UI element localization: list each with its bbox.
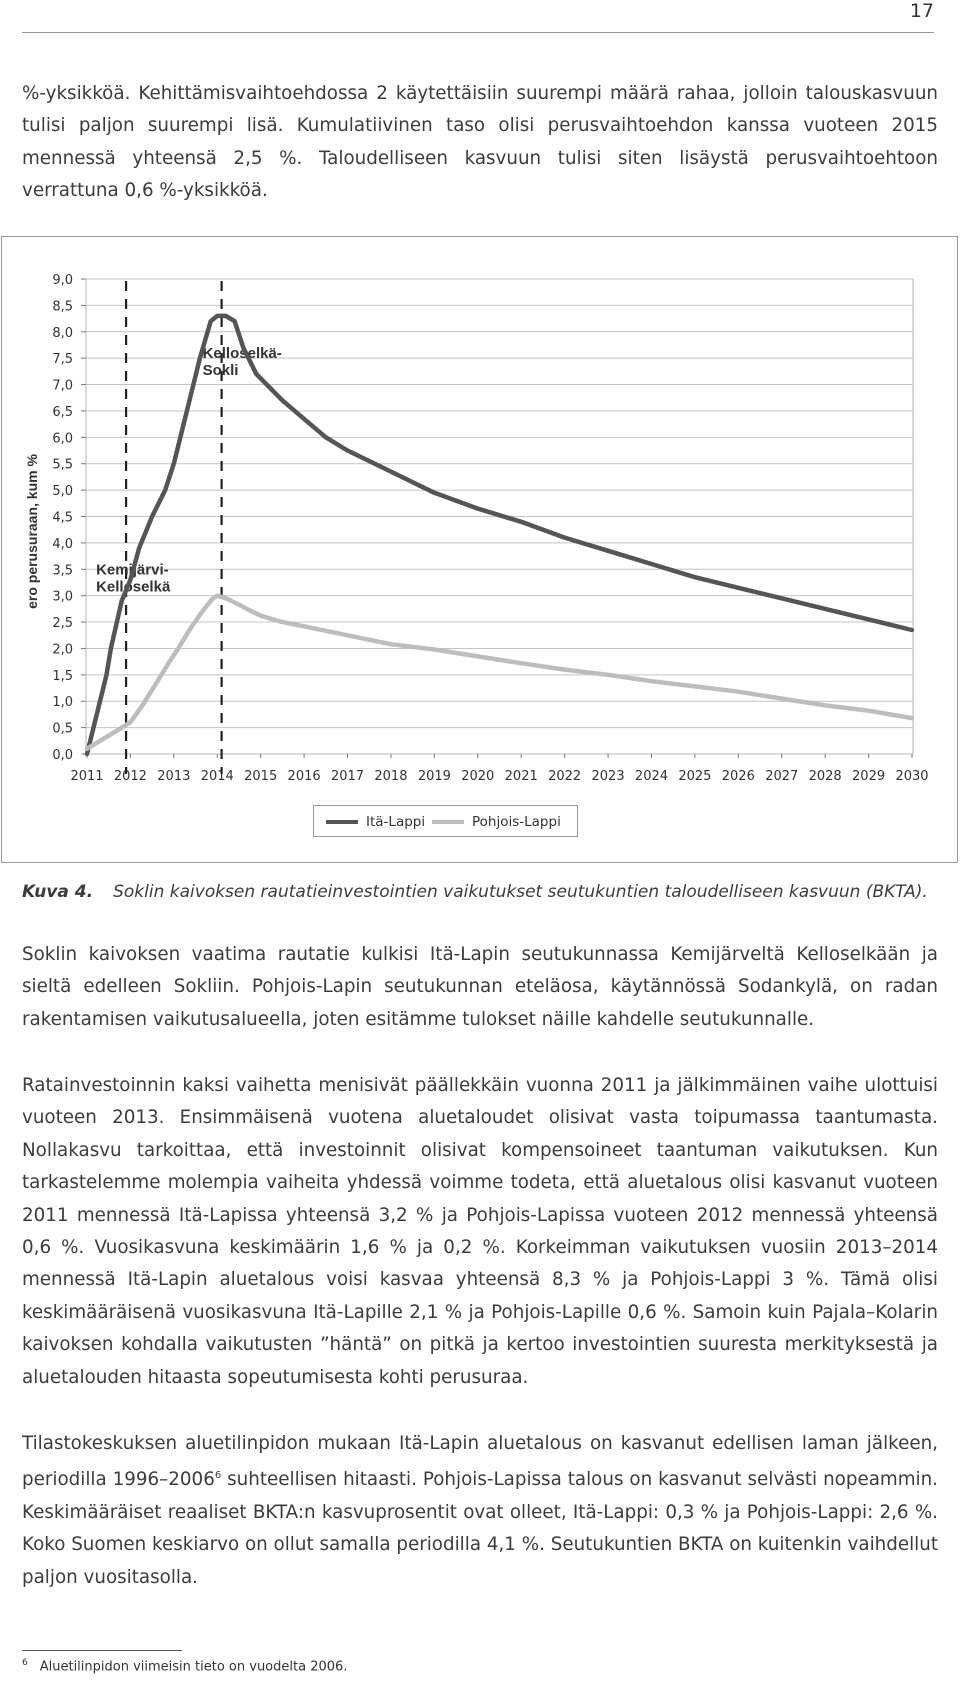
figure-caption bbox=[22, 882, 938, 902]
line-chart bbox=[2, 237, 957, 862]
x-tick-label: 2021 bbox=[504, 769, 538, 784]
y-axis-label: ero perusuraan, kum % bbox=[24, 454, 40, 609]
y-tick-label: 7,0 bbox=[52, 378, 73, 394]
x-tick-label: 2025 bbox=[678, 769, 712, 784]
y-tick-label: 4,0 bbox=[52, 536, 73, 552]
x-tick-label: 2019 bbox=[417, 769, 451, 784]
figure-frame bbox=[1, 236, 958, 863]
series-line-pohjois-lappi bbox=[87, 596, 912, 749]
x-tick-label: 2026 bbox=[721, 769, 755, 784]
legend-item-pohjois-lappi bbox=[432, 814, 561, 830]
y-tick-label: 1,0 bbox=[52, 695, 73, 711]
y-tick-label: 9,0 bbox=[52, 273, 73, 288]
y-tick-label: 1,5 bbox=[52, 668, 73, 684]
caption-text: Soklin kaivoksen rautatieinvestointien vaikutukset seutukuntien taloudelliseen kasvuun (BKTA). bbox=[113, 882, 928, 902]
y-tick-label: 3,5 bbox=[52, 563, 73, 579]
paragraph-phases: Ratainvestoinnin kaksi vaihetta menisivät päällekkäin vuonna 2011 ja jälkimmäinen vaihe ulottuisi vuoteen 2013. Ensimmäisenä vuotena aluetaloudet olisivat vasta toipumassa taantumasta. Nollakasvu tarkoittaa, että investoinnit olisivat kompensoineet taantuman vaikutuksen. Kun tarkastelemme molempia vaiheita yhdessä voimme todeta, että aluetalous olisi kasvanut vuoteen 2011 mennessä Itä-Lapissa yhteensä 3,2 % ja Pohjois-Lapissa vuoteen 2012 mennessä yhteensä 0,6 %. Vuosikasvuna keskimäärin 1,6 % ja 0,2 %. Korkeimman vaikutuksen vuosiin 2013–2014 mennessä Itä-Lapin aluetalous voisi kasvaa yhteensä 8,3 % ja Pohjois-Lappi 3 %. Tämä olisi keskimääräisenä vuosikasvuna Itä-Lapille 2,1 % ja Pohjois-Lapille 0,6 %. Samoin kuin Pajala–Kolarin kaivoksen kohdalla vaikutusten ”häntä” on pitkä ja kertoo investointien suuresta merkityksestä ja aluetalouden hitaasta sopeutumisesta kohti perusuraa. bbox=[22, 1075, 938, 1388]
legend-label-pohjois-lappi: Pohjois-Lappi bbox=[472, 814, 561, 830]
x-tick-label: 2014 bbox=[200, 769, 234, 784]
x-tick-label: 2016 bbox=[287, 769, 321, 784]
x-tick-label: 2029 bbox=[852, 769, 886, 784]
chart-legend bbox=[313, 805, 578, 837]
series-line-ita-lappi bbox=[87, 316, 912, 754]
x-tick-label: 2020 bbox=[461, 769, 495, 784]
phase-label: Kelloselkä bbox=[96, 578, 171, 596]
phase-label: Kelloselkä- bbox=[202, 345, 282, 363]
footnote bbox=[22, 1658, 347, 1674]
y-tick-label: 6,0 bbox=[52, 431, 73, 447]
y-tick-label: 0,0 bbox=[52, 748, 73, 763]
x-tick-label: 2023 bbox=[591, 769, 625, 784]
paragraph-intro: %-yksikköä. Kehittämisvaihtoehdossa 2 käytettäisiin suurempi määrä rahaa, jolloin talouskasvuun tulisi paljon suurempi lisä. Kumulatiivinen taso olisi perusvaihtoehdon kanssa vuoteen 2015 mennessä yhteensä 2,5 %. Taloudelliseen kasvuun tulisi siten lisäystä perusvaihtoehtoon verrattuna 0,6 %-yksikköä. bbox=[22, 83, 938, 202]
y-tick-label: 0,5 bbox=[52, 721, 73, 737]
y-tick-label: 5,0 bbox=[52, 484, 73, 500]
header-rule bbox=[22, 32, 934, 33]
y-tick-label: 8,5 bbox=[52, 299, 73, 315]
paragraph-statistics bbox=[22, 1428, 938, 1594]
x-tick-label: 2024 bbox=[634, 769, 669, 784]
y-tick-label: 2,5 bbox=[52, 616, 73, 632]
y-tick-label: 6,5 bbox=[52, 404, 73, 420]
footnote-number: 6 bbox=[22, 1658, 28, 1668]
footnote-reference[interactable]: 6 bbox=[214, 1470, 222, 1482]
y-tick-label: 4,5 bbox=[52, 510, 73, 526]
footnote-rule bbox=[22, 1650, 182, 1651]
x-tick-label: 2011 bbox=[70, 769, 104, 784]
x-tick-label: 2030 bbox=[895, 769, 929, 784]
y-tick-label: 2,0 bbox=[52, 642, 73, 658]
x-tick-label: 2028 bbox=[808, 769, 842, 784]
legend-label-ita-lappi: Itä-Lappi bbox=[366, 814, 426, 830]
caption-label: Kuva 4. bbox=[22, 882, 94, 902]
paragraph-railway: Soklin kaivoksen vaatima rautatie kulkisi Itä-Lapin seutukunnassa Kemijärveltä Kelloselkään ja sieltä edelleen Sokliin. Pohjois-Lapin seutukunnan eteläosa, käytännössä Sodankylä, on radan rakentamisen vaikutusalueella, joten esitämme tulokset näille kahdelle seutukunnalle. bbox=[22, 944, 938, 1030]
footnote-text: Aluetilinpidon viimeisin tieto on vuodelta 2006. bbox=[39, 1659, 348, 1675]
x-tick-label: 2013 bbox=[157, 769, 191, 784]
x-tick-label: 2017 bbox=[330, 769, 365, 784]
y-tick-label: 8,0 bbox=[52, 325, 73, 341]
x-tick-label: 2027 bbox=[765, 769, 799, 784]
phase-label: Kemijärvi- bbox=[96, 561, 169, 579]
y-tick-label: 3,0 bbox=[52, 589, 73, 605]
paragraph-statistics-part1: Tilastokeskuksen aluetilinpidon mukaan Itä-Lapin aluetalous on kasvanut edellisen laman jälkeen, periodilla 1996–2006 bbox=[22, 1433, 938, 1491]
legend-swatch-ita-lappi bbox=[326, 820, 358, 824]
x-tick-label: 2015 bbox=[244, 769, 278, 784]
x-tick-label: 2022 bbox=[548, 769, 582, 784]
y-tick-label: 5,5 bbox=[52, 457, 73, 473]
legend-item-ita-lappi bbox=[326, 814, 425, 830]
paragraph-statistics-part2: suhteellisen hitaasti. Pohjois-Lapissa talous on kasvanut selvästi nopeammin. Keskimääräiset reaaliset BKTA:n kasvuprosentit ovat olleet, Itä-Lappi: 0,3 % ja Pohjois-Lappi: 2,6 %. Koko Suomen keskiarvo on ollut samalla periodilla 4,1 %. Seutukuntien BKTA on kuitenkin vaihdellut paljon vuositasolla. bbox=[22, 1469, 938, 1588]
x-tick-label: 2012 bbox=[113, 769, 147, 784]
phase-label: Sokli bbox=[202, 362, 239, 380]
page-number: 17 bbox=[909, 0, 934, 22]
x-tick-label: 2018 bbox=[374, 769, 408, 784]
y-tick-label: 7,5 bbox=[52, 352, 73, 368]
legend-swatch-pohjois-lappi bbox=[432, 820, 464, 824]
